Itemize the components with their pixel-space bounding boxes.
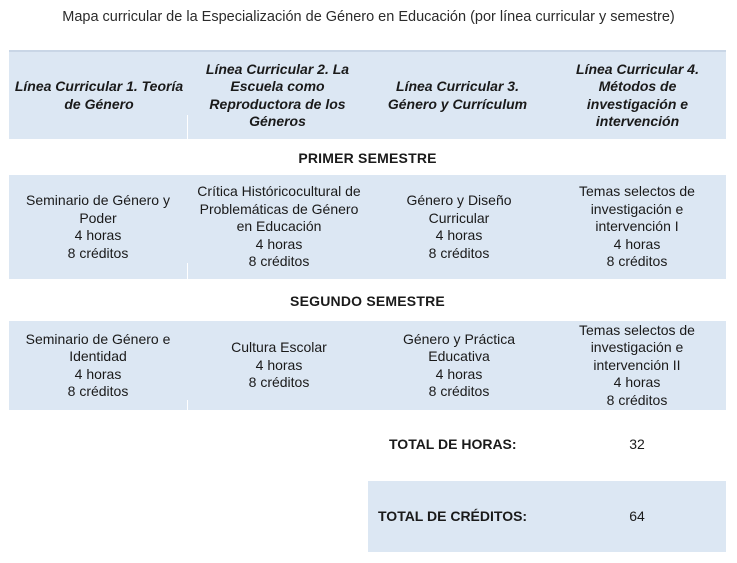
course-name: Género y Práctica Educativa xyxy=(402,330,516,364)
semester-title-1: PRIMER SEMESTRE xyxy=(298,150,437,166)
course-cell xyxy=(380,321,538,410)
header-line-3: Línea Curricular 3. Género y Currículum xyxy=(387,78,528,112)
course-hours: 4 horas xyxy=(613,235,661,252)
column-divider xyxy=(187,263,188,279)
header-line-4: Línea Curricular 4. Métodos de investigación e intervención xyxy=(576,60,699,129)
course-credits: 8 créditos xyxy=(606,391,668,408)
header-line-1: Línea Curricular 1. Teoría de Género xyxy=(14,78,184,112)
course-name: Crítica Históricocultural de Problemáticas de Género en Educación xyxy=(197,183,361,235)
course-credits: 8 créditos xyxy=(248,253,310,270)
course-cell xyxy=(195,321,363,410)
column-divider xyxy=(187,400,188,410)
total-hours-label: TOTAL DE HORAS: xyxy=(389,436,517,452)
course-name: Seminario de Género e Identidad xyxy=(25,330,171,364)
course-hours: 4 horas xyxy=(435,227,483,243)
course-cell xyxy=(12,175,184,279)
course-cell xyxy=(380,175,538,279)
course-credits: 8 créditos xyxy=(67,244,129,261)
course-hours: 4 horas xyxy=(435,365,483,382)
course-credits: 8 créditos xyxy=(606,253,668,270)
table-caption: Mapa curricular de la Especialización de Género en Educación (por línea curricular y semestre) xyxy=(62,9,675,25)
course-name: Cultura Escolar xyxy=(231,339,327,356)
column-divider xyxy=(187,115,188,139)
course-hours: 4 horas xyxy=(255,356,303,373)
course-hours: 4 horas xyxy=(74,227,122,243)
course-name: Género y Diseño Curricular xyxy=(406,192,512,226)
course-hours: 4 horas xyxy=(255,235,303,252)
course-hours: 4 horas xyxy=(613,374,661,391)
course-cell xyxy=(563,321,711,410)
course-hours: 4 horas xyxy=(74,365,122,382)
total-hours-value: 32 xyxy=(629,436,645,452)
course-cell xyxy=(195,175,363,279)
total-credits-value: 64 xyxy=(629,508,645,524)
course-name: Temas selectos de investigación e intervención I xyxy=(579,183,695,235)
course-cell xyxy=(12,321,184,410)
course-cell xyxy=(563,175,711,279)
course-name: Seminario de Género y Poder xyxy=(26,192,170,226)
course-credits: 8 créditos xyxy=(67,383,129,399)
course-credits: 8 créditos xyxy=(248,374,310,391)
course-credits: 8 créditos xyxy=(428,383,490,399)
course-credits: 8 créditos xyxy=(428,244,490,261)
header-line-2: Línea Curricular 2. La Escuela como Reproductora de los Géneros xyxy=(205,60,350,129)
semester-title-2: SEGUNDO SEMESTRE xyxy=(290,293,445,309)
total-credits-label: TOTAL DE CRÉDITOS: xyxy=(378,508,528,524)
course-name: Temas selectos de investigación e intervención II xyxy=(579,321,695,373)
